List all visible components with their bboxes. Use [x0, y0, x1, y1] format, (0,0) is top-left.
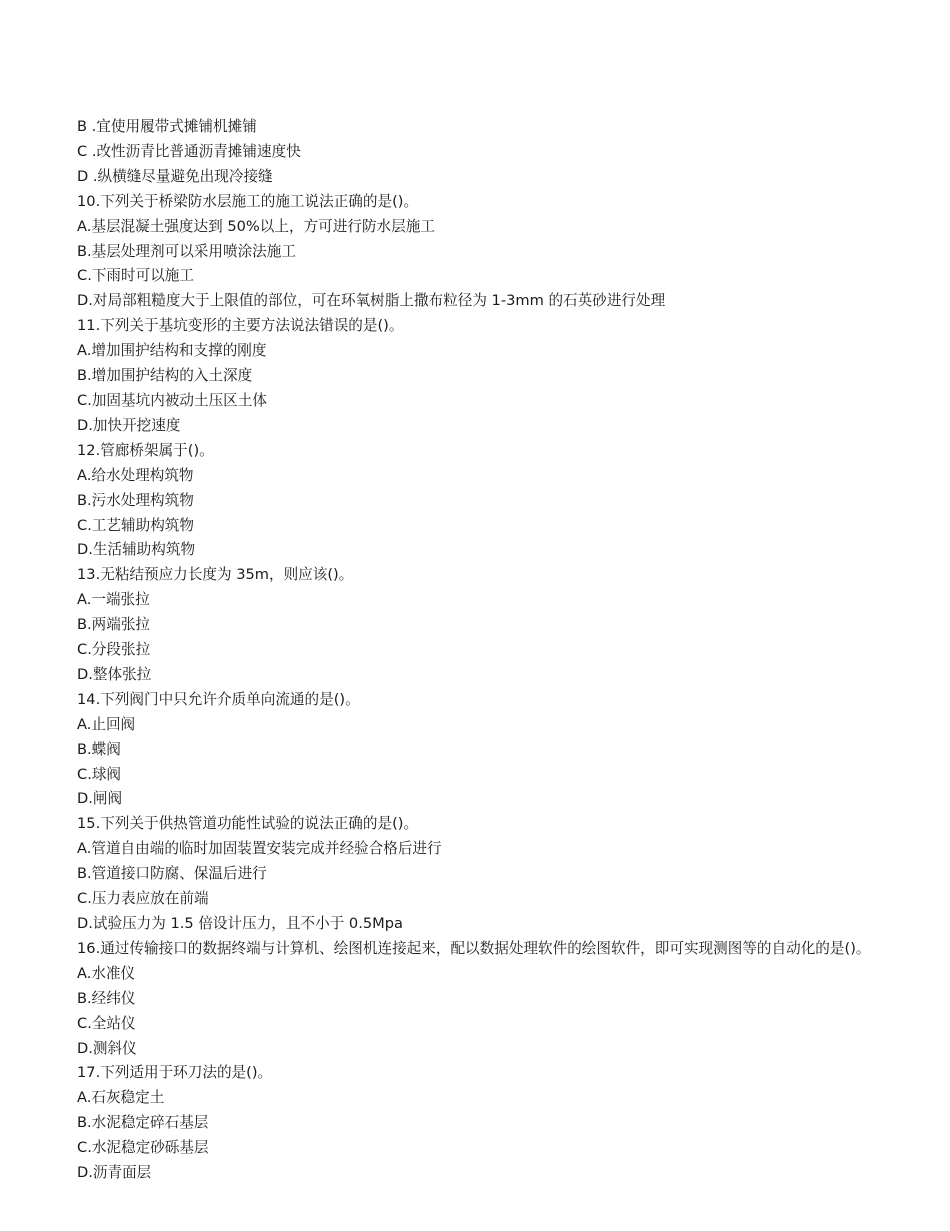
option: B .宜使用履带式摊铺机摊铺	[77, 118, 257, 135]
option: A.增加围护结构和支撑的刚度	[77, 342, 267, 360]
question-block	[77, 1061, 887, 1186]
option: C .改性沥青比普通沥青摊铺速度快	[77, 142, 301, 160]
option: B.经纬仪	[77, 989, 136, 1007]
option: C.全站仪	[77, 1014, 136, 1032]
question-block	[77, 688, 887, 813]
document-body	[77, 115, 887, 1186]
option: B.污水处理构筑物	[77, 491, 194, 509]
option: C.工艺辅助构筑物	[77, 516, 194, 534]
question-text: 14.下列阀门中只允许介质单向流通的是()。	[77, 690, 360, 708]
option: D.整体张拉	[77, 665, 152, 683]
question-text: 11.下列关于基坑变形的主要方法说法错误的是()。	[77, 317, 404, 335]
question-block	[77, 439, 887, 564]
option: D.闸阀	[77, 790, 123, 808]
option: D.试验压力为 1.5 倍设计压力，且不小于 0.5Mpa	[77, 915, 403, 932]
option: D .纵横缝尽量避免出现冷接缝	[77, 167, 273, 185]
option: B.增加围护结构的入土深度	[77, 367, 253, 385]
option: C.分段张拉	[77, 641, 151, 659]
option: D.测斜仪	[77, 1039, 137, 1057]
question-block	[77, 563, 887, 688]
option: A.水准仪	[77, 964, 136, 982]
option: B.水泥稳定碎石基层	[77, 1114, 209, 1132]
option: B.管道接口防腐、保温后进行	[77, 865, 267, 883]
option: B.两端张拉	[77, 616, 151, 634]
option: A.一端张拉	[77, 591, 150, 609]
option: B.基层处理剂可以采用喷涂法施工	[77, 242, 296, 260]
question-block	[77, 190, 887, 315]
option: A.管道自由端的临时加固装置安装完成并经验合格后进行	[77, 840, 442, 858]
option: D.生活辅助构筑物	[77, 541, 196, 559]
question-text: 17.下列适用于环刀法的是()。	[77, 1064, 273, 1082]
option: A.基层混凝土强度达到 50%以上，方可进行防水层施工	[77, 217, 435, 235]
option: D.沥青面层	[77, 1164, 152, 1182]
option: C.水泥稳定砂砾基层	[77, 1139, 209, 1157]
prelude-options	[77, 115, 887, 190]
question-text: 13.无粘结预应力长度为 35m，则应该()。	[77, 566, 354, 584]
option: A.石灰稳定土	[77, 1089, 165, 1107]
question-block	[77, 937, 887, 1062]
option: C.下雨时可以施工	[77, 267, 194, 285]
question-block	[77, 812, 887, 937]
question-text: 12.管廊桥架属于()。	[77, 441, 214, 459]
option: B.蝶阀	[77, 740, 121, 758]
question-text: 10.下列关于桥梁防水层施工的施工说法正确的是()。	[77, 192, 419, 210]
option: D.加快开挖速度	[77, 416, 181, 434]
option: C.球阀	[77, 765, 122, 783]
option: C.压力表应放在前端	[77, 890, 209, 908]
option: A.止回阀	[77, 715, 136, 733]
option: A.给水处理构筑物	[77, 466, 194, 484]
question-block	[77, 314, 887, 439]
option: C.加固基坑内被动土压区土体	[77, 391, 267, 409]
option: D.对局部粗糙度大于上限值的部位，可在环氧树脂上撒布粒径为 1-3mm 的石英砂进行处理	[77, 292, 666, 310]
question-text: 15.下列关于供热管道功能性试验的说法正确的是()。	[77, 815, 419, 833]
question-text: 16.通过传输接口的数据终端与计算机、绘图机连接起来，配以数据处理软件的绘图软件，即可实现测图等的自动化的是()。	[77, 939, 871, 957]
